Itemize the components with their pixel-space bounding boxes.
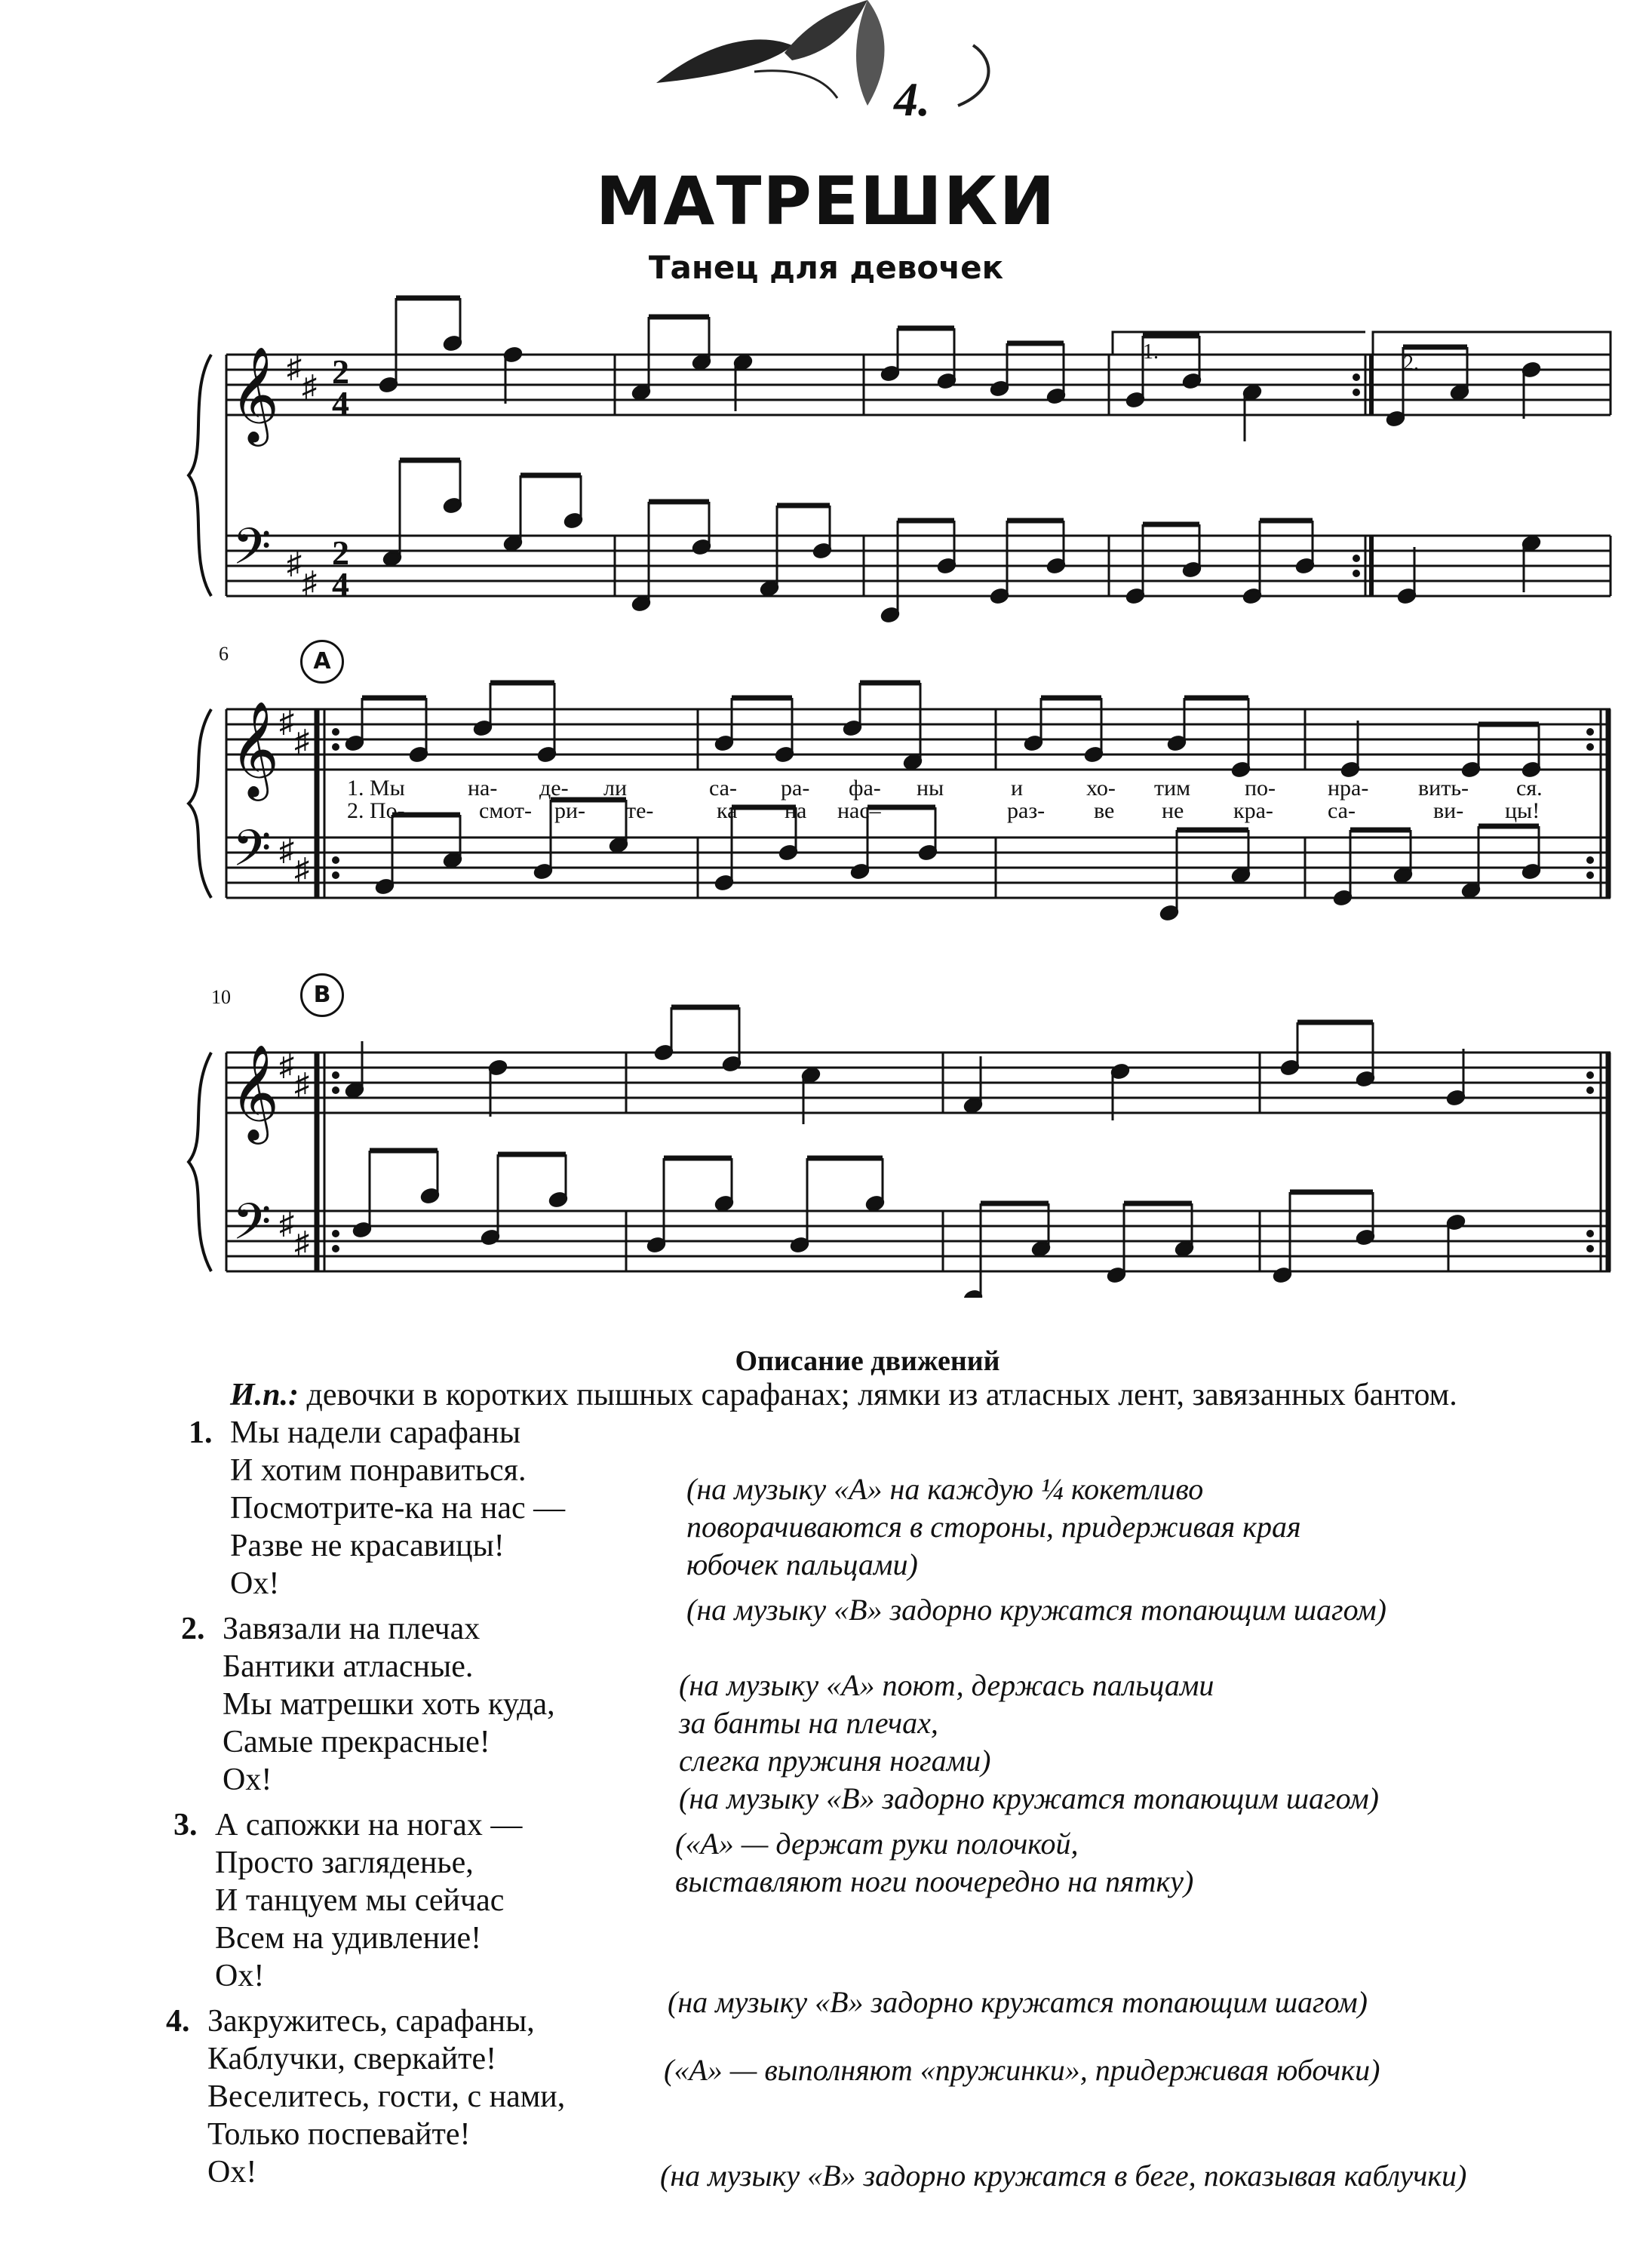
verse1-syllable: нра- [1328,776,1369,801]
verse1-syllable: вить- [1418,776,1469,801]
time-sig-bottom: 4 [332,384,349,423]
measure-number: 10 [211,986,231,1008]
intro-label: И.п.: [230,1378,299,1412]
verse2-syllable: кра- [1233,798,1273,823]
verse1-syllable: ра- [781,776,810,801]
movement-note: юбочек пальцами) [686,1547,918,1581]
time-sig-top: 2 [332,352,349,391]
verse1-syllable: 1. Мы [347,776,405,801]
verse-line: Ох! [223,1762,272,1797]
verse-number: 2. [181,1612,205,1646]
verse2-syllable: са- [1328,798,1356,823]
verse-line: И танцуем мы сейчас [215,1883,505,1918]
svg-text:♯: ♯ [287,546,302,580]
verse2-syllable: ви- [1433,798,1464,823]
verse1-syllable: ся. [1516,776,1543,801]
verse-line: Самые прекрасные! [223,1725,490,1759]
treble-clef: 𝄞 [230,349,280,441]
rehearsal-mark-a: A [300,640,344,684]
verse-line: Бантики атласные. [223,1649,474,1684]
verse1-syllable: на- [468,776,498,801]
svg-text:♯: ♯ [279,705,294,739]
verse-line: А сапожки на ногах — [215,1808,523,1842]
movement-note: слегка пружиня ногами) [679,1744,991,1778]
verse-number: 1. [189,1415,213,1450]
verse2-syllable: 2. По- [347,798,405,823]
verse2-syllable: не [1162,798,1184,823]
song-title: МАТРЕШКИ [595,162,1057,240]
svg-text:♯: ♯ [302,369,317,403]
movement-note: (на музыку «А» поют, держась пальцами [679,1668,1214,1702]
verse-line: Только поспевайте! [207,2117,471,2152]
verse1-syllable: са- [709,776,737,801]
svg-text:♯: ♯ [279,1048,294,1082]
movement-note: (на музыку «В» задорно кружатся топающим шагом) [679,1781,1379,1815]
verse2-syllable: ве [1094,798,1115,823]
verse-line: Просто загляденье, [215,1845,474,1880]
verse1-syllable: хо- [1086,776,1116,801]
verse1-syllable: тим [1154,776,1191,801]
volta-1: 1. [1143,340,1159,364]
bass-clef: 𝄢 [232,1196,272,1262]
svg-text:♯: ♯ [294,1067,309,1101]
svg-text:♯: ♯ [279,1206,294,1240]
movement-note: (на музыку «В» задорно кружатся в беге, показывая каблучки) [660,2159,1467,2193]
verse1-syllable: ли [603,776,628,801]
verse-line: Разве не красавицы! [230,1529,505,1563]
verse-line: Всем на удивление! [215,1921,482,1956]
svg-text:♯: ♯ [294,852,309,886]
system-3 [226,1053,1611,1271]
measure-number: 6 [219,643,229,665]
svg-text:♯: ♯ [279,833,294,867]
verse-line: Ох! [215,1959,265,1993]
treble-clef: 𝄞 [230,703,280,795]
verse2-syllable: ри- [554,798,586,823]
movement-note: выставляют ноги поочередно на пятку) [675,1864,1194,1898]
song-subtitle: Танец для девочек [648,249,1004,286]
svg-text:♯: ♯ [294,1225,309,1259]
verse-line: Завязали на плечах [223,1612,481,1646]
movement-note: поворачиваются в стороны, придерживая края [686,1510,1301,1544]
time-sig-top: 2 [332,533,349,572]
svg-text:♯: ♯ [302,565,317,599]
verse-line: Веселитесь, гости, с нами, [207,2079,566,2114]
svg-text:♯: ♯ [287,350,302,384]
movement-note: (на музыку «А» на каждую ¼ кокетливо [686,1472,1204,1506]
movement-note: («А» — держат руки полочкой, [675,1827,1079,1861]
verse-line: И хотим понравиться. [230,1453,527,1488]
intro-text: девочки в коротких пышных сарафанах; лямки из атласных лент, завязанных бантом. [299,1378,1457,1412]
verse1-syllable: по- [1245,776,1276,801]
movement-note: (на музыку «В» задорно кружатся топающим шагом) [668,1985,1368,2019]
svg-text:♯: ♯ [294,724,309,758]
verse2-syllable: нас– [837,798,881,823]
movement-note: (на музыку «В» задорно кружатся топающим шагом) [686,1593,1386,1627]
time-sig-bottom: 4 [332,565,349,604]
treble-clef: 𝄞 [230,1046,280,1139]
bass-clef: 𝄢 [232,521,272,587]
verse1-syllable: де- [539,776,569,801]
verse-line: Посмотрите-ка на нас — [230,1491,566,1526]
song-number: 4. [894,72,930,126]
verse-line: Закружитесь, сарафаны, [207,2004,535,2039]
verse1-syllable: фа- [849,776,881,801]
verse2-syllable: на [785,798,807,823]
bass-clef: 𝄢 [232,822,272,889]
intro-line [230,1377,1457,1413]
verse-number: 3. [173,1808,198,1842]
description-title: Описание движений [735,1345,1000,1377]
verse1-syllable: и [1011,776,1024,801]
verse2-syllable: раз- [1007,798,1046,823]
verse1-syllable: ны [917,776,944,801]
verse-number: 4. [166,2004,190,2039]
verse-line: Ох! [207,2155,257,2190]
verse-line: Мы матрешки хоть куда, [223,1687,555,1722]
verse2-syllable: цы! [1505,798,1540,823]
rehearsal-mark-b: B [300,973,344,1017]
movement-note: («А» — выполняют «пружинки», придерживая юбочки) [664,2053,1380,2087]
volta-2: 2. [1403,352,1419,375]
verse-line: Каблучки, сверкайте! [207,2042,497,2076]
verse-line: Мы надели сарафаны [230,1415,521,1450]
verse2-syllable: смот- [479,798,533,823]
verse2-syllable: ка [717,798,738,823]
verse-line: Ох! [230,1566,280,1601]
movement-note: за банты на плечах, [679,1706,938,1740]
verse2-syllable: те- [626,798,654,823]
